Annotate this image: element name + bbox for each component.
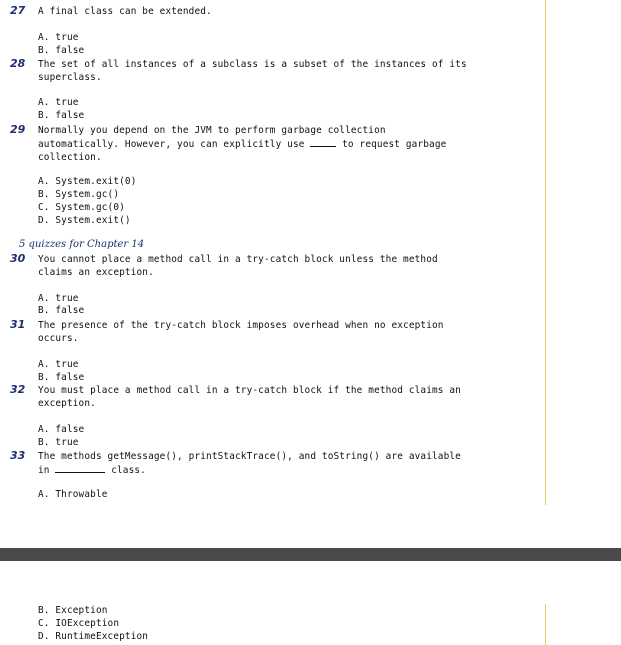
option-b: B. false bbox=[38, 45, 85, 56]
fill-in-blank bbox=[55, 463, 105, 473]
question-text: The presence of the try-catch block imposes overhead when no exception occurs. bbox=[38, 320, 444, 345]
option-a: A. true bbox=[38, 97, 79, 108]
question-number: 29 bbox=[10, 123, 26, 136]
option-b: B. Exception bbox=[38, 605, 108, 616]
page-margin-line bbox=[545, 604, 546, 645]
option-a: A. true bbox=[38, 32, 79, 43]
option-a: A. false bbox=[38, 424, 85, 435]
question-number: 27 bbox=[10, 4, 26, 17]
question-text: You must place a method call in a try-catch block if the method claims an exception. bbox=[38, 385, 461, 410]
option-a: A. true bbox=[38, 359, 79, 370]
option-b: B. false bbox=[38, 110, 85, 121]
option-b: B. false bbox=[38, 305, 85, 316]
fill-in-blank bbox=[310, 137, 336, 147]
page-margin-line bbox=[545, 0, 546, 505]
option-a: A. System.exit(0) bbox=[38, 176, 137, 187]
option-b: B. true bbox=[38, 437, 79, 448]
question-number: 31 bbox=[10, 318, 26, 331]
question-number: 33 bbox=[10, 449, 26, 462]
option-d: D. System.exit() bbox=[38, 215, 131, 226]
question-text: Normally you depend on the JVM to perform garbage collection automatically. However, you can explicitly use to request garbage collection. bbox=[38, 125, 447, 164]
question-text: You cannot place a method call in a try-catch block unless the method claims an exception. bbox=[38, 254, 438, 279]
page-gap-divider bbox=[0, 548, 621, 561]
question-number: 30 bbox=[10, 252, 26, 265]
option-c: C. IOException bbox=[38, 618, 120, 629]
chapter-heading: 5 quizzes for Chapter 14 bbox=[19, 239, 145, 250]
question-text: The methods getMessage(), printStackTrace(), and toString() are available in class. bbox=[38, 451, 461, 477]
question-text: A final class can be extended. bbox=[38, 6, 212, 17]
option-b: B. System.gc() bbox=[38, 189, 120, 200]
question-number: 32 bbox=[10, 383, 26, 396]
option-c: C. System.gc(0) bbox=[38, 202, 125, 213]
option-d: D. RuntimeException bbox=[38, 631, 149, 642]
question-number: 28 bbox=[10, 57, 26, 70]
question-text: The set of all instances of a subclass is a subset of the instances of its superclass. bbox=[38, 59, 467, 84]
document-page-2 bbox=[0, 561, 621, 645]
option-a: A. Throwable bbox=[38, 489, 108, 500]
option-a: A. true bbox=[38, 293, 79, 304]
option-b: B. false bbox=[38, 372, 85, 383]
